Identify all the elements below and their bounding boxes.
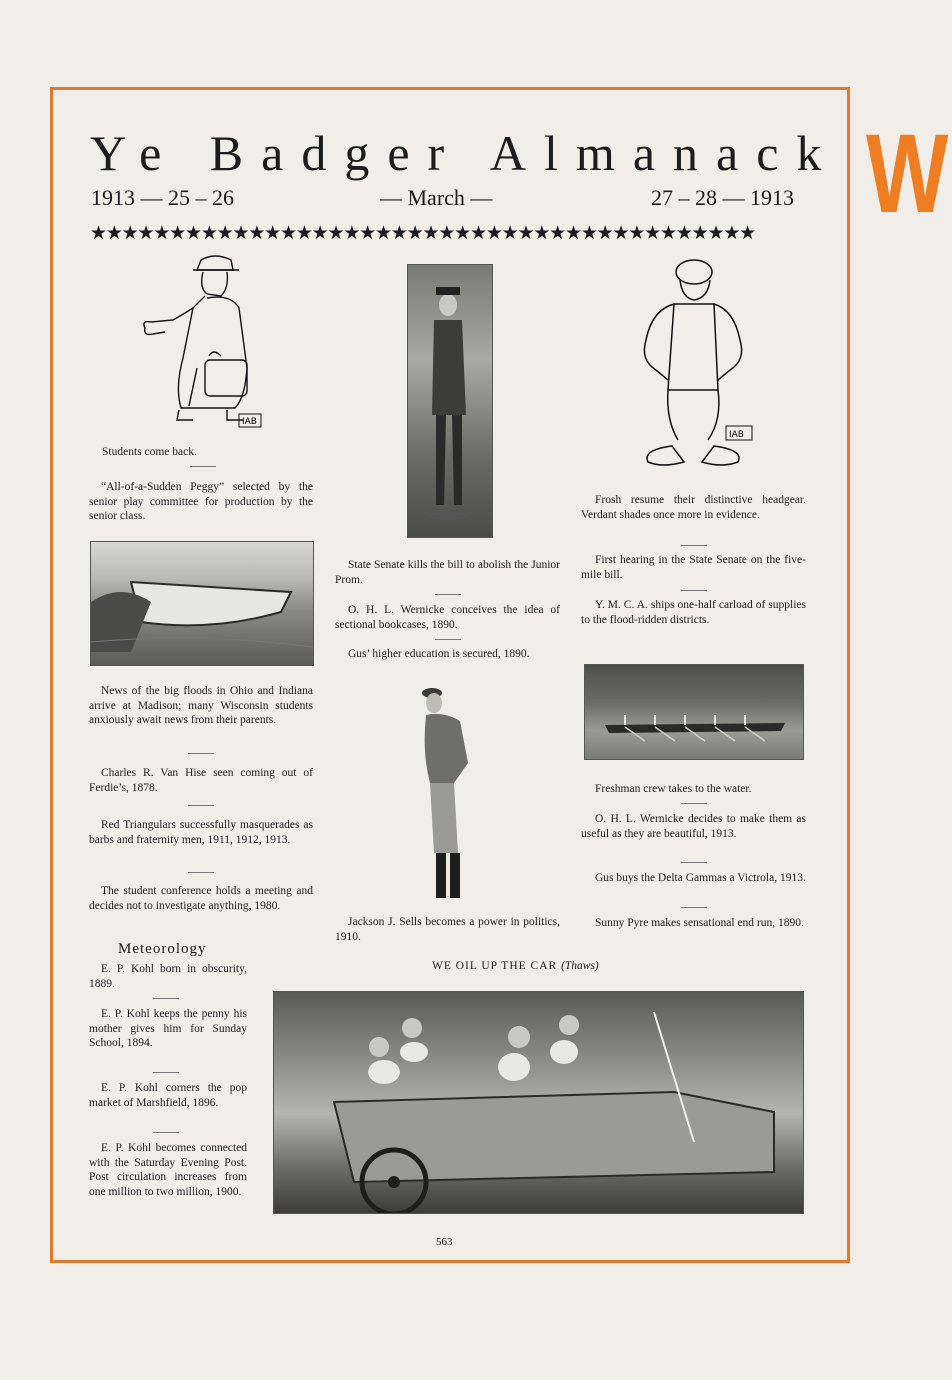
- entry-student-conference: The student conference holds a meeting and decides not to investigate anything, 1980.: [89, 885, 313, 912]
- illustration-monogram: IAB: [729, 430, 744, 440]
- entry-red-triangulars: Red Triangulars successfully masquerades as barbs and fraternity men, 1911, 1912, 1913.: [89, 819, 313, 846]
- entry-divider: [681, 803, 707, 804]
- entry-freshman-crew: Freshman crew takes to the water.: [595, 783, 752, 795]
- side-tab-letter: W: [866, 111, 949, 236]
- student-cartoon-illustration: [135, 248, 265, 433]
- entry-senate-prom: State Senate kills the bill to abolish the Junior Prom.: [335, 559, 560, 586]
- freshman-crew-photo: [584, 664, 804, 760]
- star-divider: ★★★★★★★★★★★★★★★★★★★★★★★★★★★★★★★★★★★★★★★★★★: [90, 222, 755, 244]
- meteorology-heading: Meteorology: [118, 941, 207, 957]
- date-range-right: 27 – 28 — 1913: [651, 185, 794, 210]
- entry-divider: [435, 594, 461, 595]
- entry-wernicke-bookcases: O. H. L. Wernicke conceives the idea of sectional bookcases, 1890.: [335, 604, 560, 631]
- entry-jackson-sells: Jackson J. Sells becomes a power in politics, 1910.: [335, 916, 560, 943]
- entry-ymca-supplies: Y. M. C. A. ships one-half carload of supplies to the flood-ridden districts.: [581, 599, 806, 626]
- almanack-title: Ye Badger Almanack: [90, 125, 840, 181]
- illustration-monogram: IAB: [242, 417, 257, 427]
- entry-divider: [681, 862, 707, 863]
- entry-divider: [190, 466, 216, 467]
- entry-divider: [681, 590, 707, 591]
- entry-divider: [681, 907, 707, 908]
- car-caption-text: WE OIL UP THE CAR: [432, 960, 558, 972]
- entry-divider: [681, 545, 707, 546]
- entry-gus-victrola: Gus buys the Delta Gammas a Victrola, 1913.: [595, 872, 806, 884]
- entry-kohl-post: E. P. Kohl becomes connected with the Saturday Evening Post. Post circulation increases from one million to two million, 1900.: [89, 1142, 247, 1198]
- page-number: 563: [436, 1236, 453, 1248]
- entry-floods-news: News of the big floods in Ohio and Indiana arrive at Madison; many Wisconsin students anxiously await news from their parents.: [89, 685, 313, 726]
- date-range-left: 1913 — 25 – 26: [91, 185, 234, 210]
- entry-wernicke-useful: O. H. L. Wernicke decides to make them as useful as they are beautiful, 1913.: [581, 813, 806, 840]
- car-caption-credit: (Thaws): [561, 960, 599, 972]
- entry-kohl-pop: E. P. Kohl corners the pop market of Marshfield, 1896.: [89, 1082, 247, 1109]
- entry-divider: [188, 805, 214, 806]
- entry-divider: [188, 872, 214, 873]
- flood-boat-photo: [90, 541, 314, 666]
- entry-students-come-back: Students come back.: [102, 446, 197, 458]
- entry-frosh-headgear: Frosh resume their distinctive headgear. Verdant shades once more in evidence.: [581, 494, 806, 521]
- month-label: — March —: [380, 185, 493, 210]
- entry-divider: [188, 753, 214, 754]
- entry-gus-education: Gus’ higher education is secured, 1890.: [348, 648, 530, 660]
- soldier-portrait-photo: [407, 264, 493, 538]
- entry-van-hise: Charles R. Van Hise seen coming out of Ferdie’s, 1878.: [89, 767, 313, 794]
- car-photo-caption: [432, 960, 599, 972]
- entry-five-mile-bill: First hearing in the State Senate on the five-mile bill.: [581, 554, 806, 581]
- entry-divider: [153, 1132, 179, 1133]
- entry-kohl-penny: E. P. Kohl keeps the penny his mother gives him for Sunday School, 1894.: [89, 1008, 247, 1049]
- entry-divider: [153, 1072, 179, 1073]
- entry-kohl-born: E. P. Kohl born in obscurity, 1889.: [89, 963, 247, 990]
- entry-divider: [435, 639, 461, 640]
- entry-divider: [153, 998, 179, 999]
- car-photo: [273, 991, 804, 1214]
- frosh-cartoon-illustration: [622, 250, 762, 478]
- entry-sunny-pyre: Sunny Pyre makes sensational end run, 1890.: [595, 917, 804, 929]
- jackson-sells-photo: [414, 683, 476, 905]
- entry-peggy-selected: “All-of-a-Sudden Peggy” selected by the senior play committee for production by the senior class.: [89, 481, 313, 522]
